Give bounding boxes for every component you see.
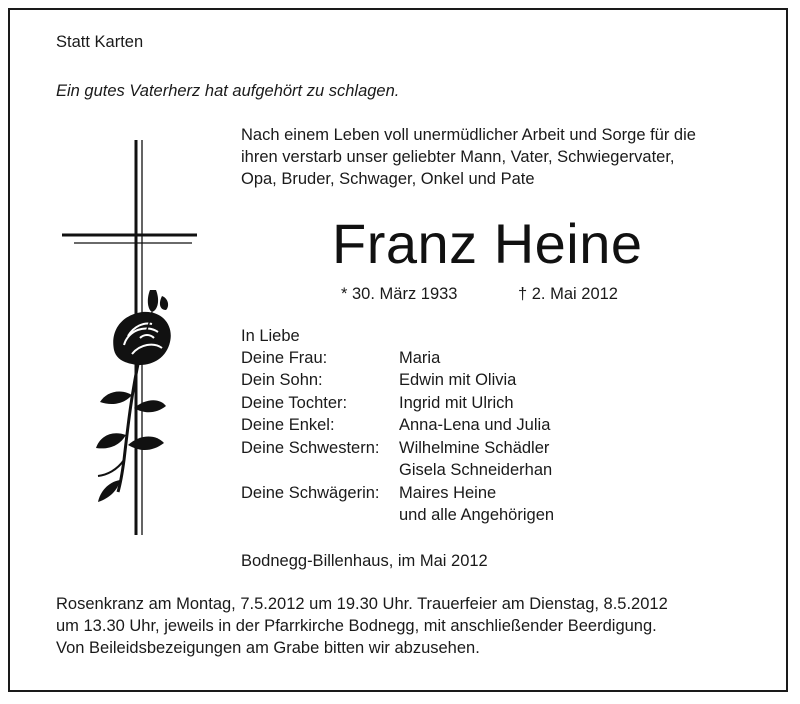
mourner-role: Deine Enkel: [241,416,335,434]
motto: Ein gutes Vaterherz hat aufgehört zu schlagen. [56,82,400,100]
mourner-names: Ingrid mit Ulrich [399,394,514,412]
service-line: Von Beileidsbezeigungen am Grabe bitten wir abzusehen. [56,639,480,657]
death-date: † 2. Mai 2012 [518,285,618,303]
intro-text [241,124,751,190]
header-note: Statt Karten [56,33,144,51]
intro-line: ihren verstarb unser geliebter Mann, Vater, Schwiegervater, [241,148,675,166]
cross-with-rose-icon [62,140,202,535]
mourner-role: Deine Schwestern: [241,439,380,457]
deceased-name: Franz Heine [332,212,643,275]
mourner-role: Deine Frau: [241,349,328,367]
mourner-role: Deine Schwägerin: [241,484,380,502]
service-line: um 13.30 Uhr, jeweils in der Pfarrkirche Bodnegg, mit anschließender Beerdigung. [56,617,657,635]
mourner-role: Dein Sohn: [241,371,323,389]
mourner-names: Gisela Schneiderhan [399,461,553,479]
mourner-names: Wilhelmine Schädler [399,439,550,457]
place-date: Bodnegg-Billenhaus, im Mai 2012 [241,552,488,570]
mourner-names: Edwin mit Olivia [399,371,517,389]
mourner-names: Anna-Lena und Julia [399,416,551,434]
intro-line: Nach einem Leben voll unermüdlicher Arbeit und Sorge für die [241,126,696,144]
mourner-names: Maires Heine [399,484,497,502]
mourner-names: Maria [399,349,441,367]
service-details [56,593,668,659]
mourner-names: und alle Angehörigen [399,506,555,524]
intro-line: Opa, Bruder, Schwager, Onkel und Pate [241,170,535,188]
mourner-role: Deine Tochter: [241,394,348,412]
mourners-heading: In Liebe [241,327,300,345]
service-line: Rosenkranz am Montag, 7.5.2012 um 19.30 Uhr. Trauerfeier am Dienstag, 8.5.2012 [56,595,668,613]
birth-date: * 30. März 1933 [341,285,458,303]
